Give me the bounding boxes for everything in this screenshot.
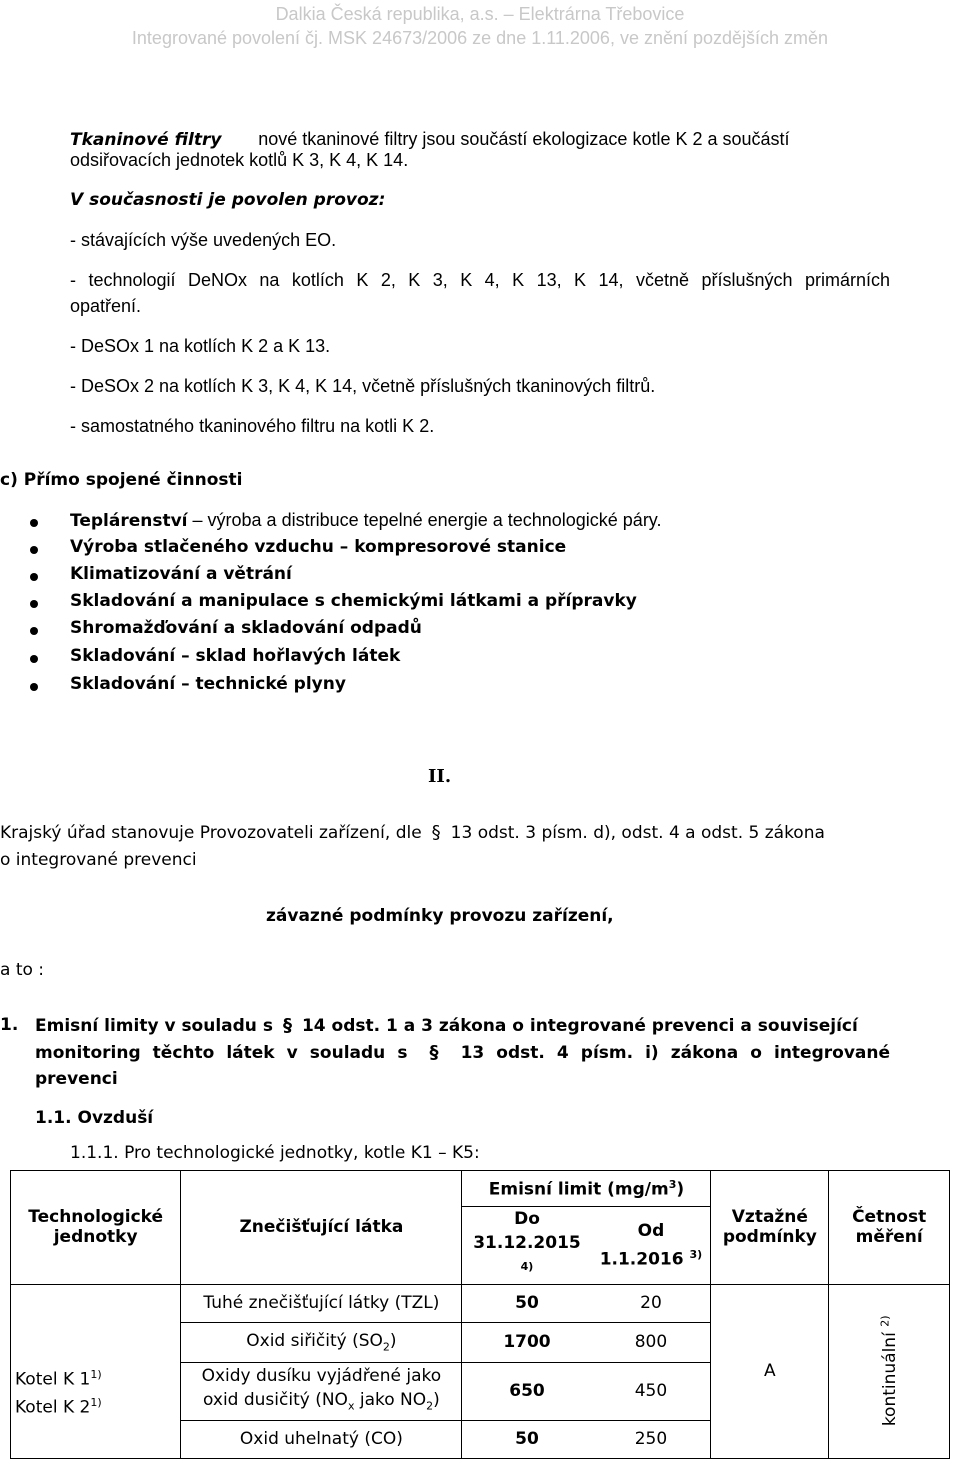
od-label: Od [637, 1221, 665, 1241]
bullet-item: Klimatizování a větrání [70, 564, 292, 584]
filters-text: nové tkaninové filtry jsou součástí ekologizace kotle K 2 a součástí [258, 129, 790, 149]
filters-text-2: odsiřovacích jednotek kotlů K 3, K 4, K 14. [70, 150, 409, 170]
col-header-units: Technologické jednotky [11, 1171, 181, 1285]
bullet-heating-label: Teplárenství [70, 511, 188, 531]
frequency-value [878, 1316, 900, 1427]
allowed-heading: V současnosti je povolen provoz: [70, 190, 386, 210]
nox-text-b: jako NO [354, 1389, 427, 1410]
section-number: II. [428, 766, 452, 787]
bullet-dot [30, 655, 38, 663]
table-cell-pollutant [181, 1362, 462, 1420]
unit-k2: Kotel K 2 [15, 1397, 91, 1418]
section-symbol: § [429, 1042, 439, 1063]
unit-k1: Kotel K 1 [15, 1369, 91, 1390]
emission-limits-table [10, 1170, 950, 1459]
bullet-item: Skladování a manipulace s chemickými látkami a přípravky [70, 591, 637, 611]
nox-sub-2: 2 [426, 1399, 434, 1413]
table-cell-pollutant: Tuhé znečišťující látky (TZL) [181, 1284, 462, 1322]
col-header-pollutant: Znečišťující látka [181, 1171, 462, 1285]
subsection-boilers: 1.1.1. Pro technologické jednotky, kotle K1 – K5: [70, 1143, 480, 1163]
sec1-line2 [35, 1042, 890, 1063]
so2-text: Oxid siřičitý (SO [246, 1330, 383, 1351]
table-cell-od: 800 [591, 1322, 710, 1362]
table-cell-od: 20 [591, 1284, 710, 1322]
nox-line1: Oxidy dusíku vyjádřené jako [201, 1365, 442, 1386]
subsection-air: 1.1. Ovzduší [35, 1108, 154, 1128]
do-date: 31.12.2015 [473, 1233, 581, 1253]
sec1-text-a: Emisní limity v souladu s [35, 1016, 273, 1036]
sec1-line1 [35, 1015, 890, 1036]
allowed-item-4: - DeSOx 2 na kotlích K 3, K 4, K 14, včetně příslušných tkaninových filtrů. [70, 376, 656, 396]
so2-sub: 2 [382, 1340, 390, 1354]
bullet-dot [30, 627, 38, 635]
col-header-frequency: Četnost měření [829, 1171, 950, 1285]
table-cell-do: 650 [462, 1362, 592, 1420]
sec1-text-c: monitoring těchto látek v souladu s [35, 1043, 408, 1063]
allowed-item-3: - DeSOx 1 na kotlích K 2 a K 13. [70, 336, 331, 356]
sec1-number: 1. [0, 1015, 19, 1035]
emission-limit-unit-sup: 3 [668, 1177, 677, 1191]
section-ii-paragraph-line2: o integrované prevenci [0, 850, 197, 870]
section-symbol: § [282, 1015, 292, 1036]
allowed-item-2: - technologií DeNOx na kotlích K 2, K 3, K 4, K 13, K 14, včetně příslušných primárních [70, 270, 890, 290]
nox-sub-x: x [347, 1399, 355, 1413]
emission-limit-label: Emisní limit (mg/m [488, 1179, 669, 1200]
nox-text-c: ) [433, 1389, 440, 1410]
bullet-item: Skladování – technické plyny [70, 674, 346, 694]
bullet-dot [30, 573, 38, 581]
header-company: Dalkia Česká republika, a.s. – Elektrárna Třebovice [275, 4, 685, 24]
section-c-heading: c) Přímo spojené činnosti [0, 470, 243, 490]
unit-k1-footnote: 1) [90, 1367, 102, 1381]
col-header-od [591, 1207, 710, 1285]
table-cell-do: 50 [462, 1284, 592, 1322]
do-label: Do [514, 1209, 540, 1229]
od-footnote: 3) [689, 1248, 703, 1261]
col-header-do [462, 1207, 592, 1285]
nox-text-a: oxid dusičitý (NO [203, 1389, 348, 1410]
col-header-emission-limit [462, 1171, 711, 1207]
section-symbol: § [431, 822, 441, 843]
table-cell-pollutant: Oxid uhelnatý (CO) [181, 1420, 462, 1458]
header-permit: Integrované povolení čj. MSK 24673/2006 ze dne 1.11.2006, ve znění pozdějších změn [131, 28, 829, 48]
do-footnote: 4) [520, 1260, 534, 1273]
bullet-item: Shromažďování a skladování odpadů [70, 618, 422, 638]
table-cell-pollutant [181, 1322, 462, 1362]
bullet-item: Skladování – sklad hořlavých látek [70, 646, 401, 666]
col-header-reference: Vztažné podmínky [711, 1171, 829, 1285]
cell-units [11, 1284, 181, 1458]
sec1-line3: prevenci [35, 1069, 118, 1089]
so2-end: ) [389, 1330, 397, 1351]
binding-conditions-heading: závazné podmínky provozu zařízení, [266, 906, 614, 926]
bullet-item: Výroba stlačeného vzduchu – kompresorové stanice [70, 537, 567, 557]
sec1-text-d: 13 odst. 4 písm. i) zákona o integrované [460, 1043, 891, 1063]
allowed-item-1: - stávajících výše uvedených EO. [70, 230, 337, 250]
unit-k2-footnote: 1) [90, 1396, 102, 1410]
para-text-b: 13 odst. 3 písm. d), odst. 4 a odst. 5 zákona [450, 823, 825, 843]
frequency-text: kontinuální [879, 1332, 900, 1427]
bullet-dot [30, 519, 38, 527]
bullet-dot [30, 683, 38, 691]
section-ii-paragraph [0, 822, 890, 843]
table-cell-do: 50 [462, 1420, 592, 1458]
sec1-text-b: 14 odst. 1 a 3 zákona o integrované prevenci a související [301, 1016, 858, 1036]
cell-reference: A [711, 1284, 829, 1458]
bullet-heating-text: – výroba a distribuce tepelné energie a technologické páry. [187, 510, 662, 530]
table-cell-do: 1700 [462, 1322, 592, 1362]
para-text-a: Krajský úřad stanovuje Provozovateli zařízení, dle [0, 823, 422, 843]
filters-label: Tkaninové filtry [70, 130, 222, 150]
cell-frequency [829, 1284, 950, 1458]
bullet-dot [30, 600, 38, 608]
ato-label: a to : [0, 960, 45, 980]
emission-limit-label-end: ) [676, 1179, 685, 1200]
table-cell-od: 450 [591, 1362, 710, 1420]
allowed-item-2-cont: opatření. [70, 296, 142, 316]
od-date: 1.1.2016 [599, 1249, 684, 1270]
bullet-heating [70, 510, 661, 531]
frequency-footnote: 2) [878, 1315, 892, 1328]
bullet-dot [30, 546, 38, 554]
table-cell-od: 250 [591, 1420, 710, 1458]
allowed-item-5: - samostatného tkaninového filtru na kotli K 2. [70, 416, 435, 436]
